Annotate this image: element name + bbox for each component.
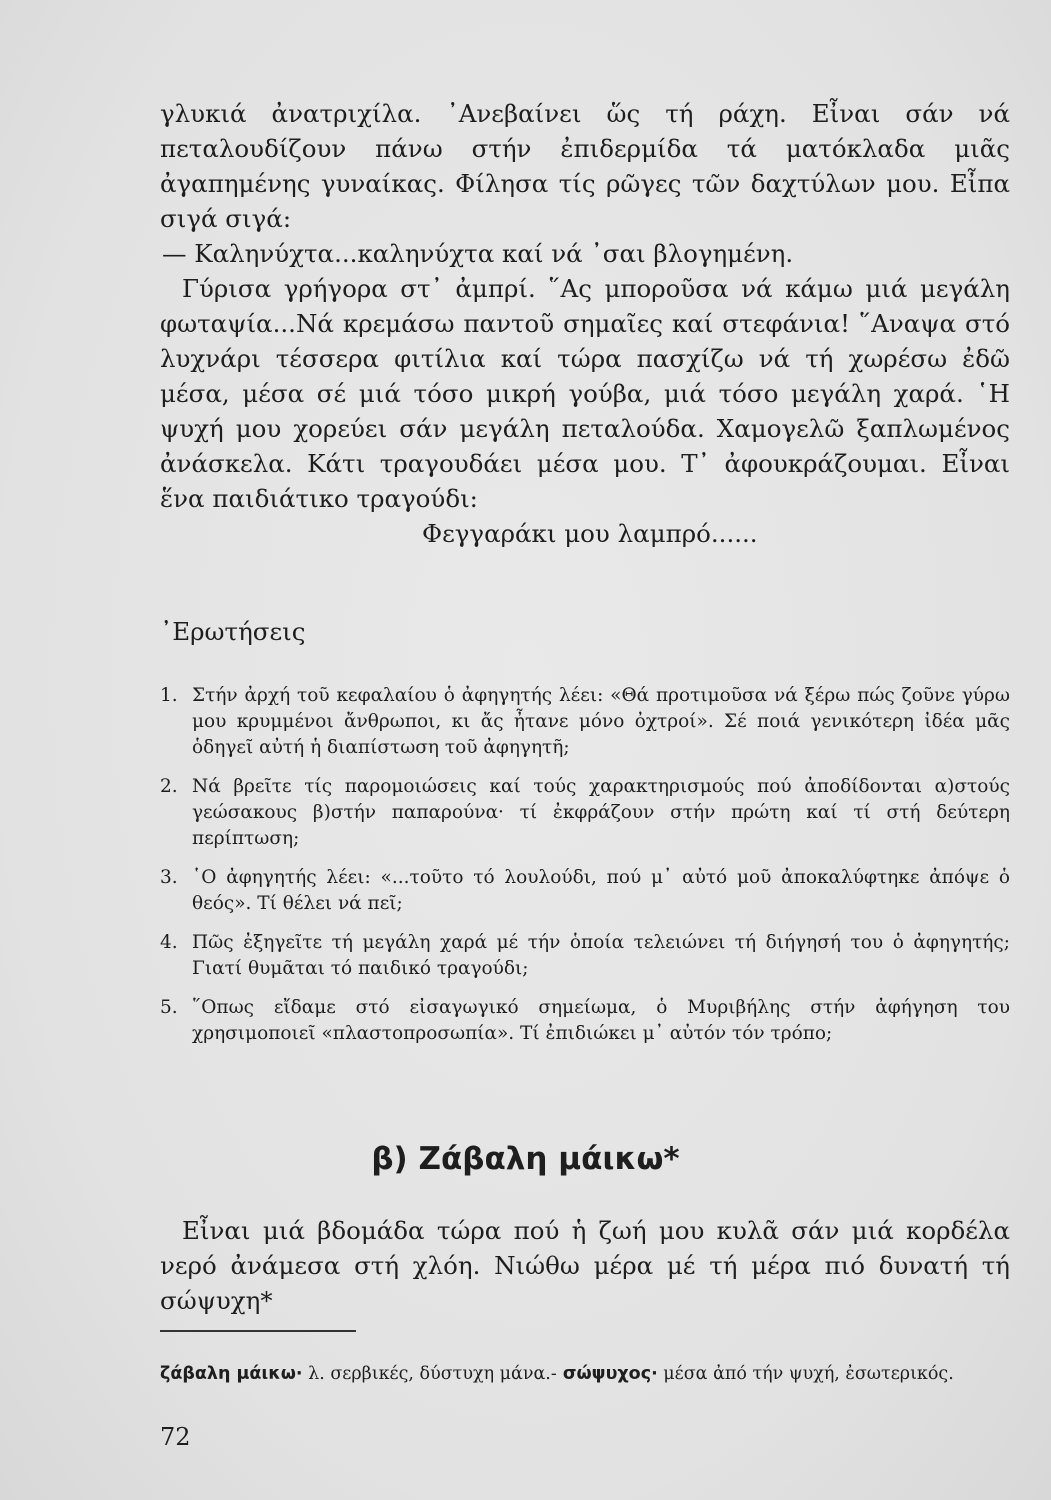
- question-item: [160, 865, 1010, 917]
- story-paragraph: Εἶναι μιά βδομάδα τώρα πού ἡ ζωή μου κυλᾶ σάν μιά κορδέλα νερό ἀνάμεσα στή χλόη. Νιώθω μέρα μέ τή μέρα πιό δυνατή τή σώψυχη*: [160, 1216, 1010, 1315]
- question-text: Νά βρεῖτε τίς παρομοιώσεις καί τούς χαρακτηρισμούς πού ἀποδίδονται α)στούς γεώσακους β)στήν παπαρούνα· τί ἐκφράζουν στήν πρώτη καί τί στή δεύτερη περίπτωση;: [192, 776, 1010, 849]
- question-number: 2.: [160, 776, 178, 797]
- song-line: Φεγγαράκι μου λαμπρό......: [422, 519, 758, 548]
- footnote-term-2: σώψυχος·: [556, 1364, 658, 1384]
- footnote-definition-2: μέσα ἀπό τήν ψυχή, ἐσωτερικός.: [657, 1364, 954, 1384]
- question-number: 3.: [160, 867, 178, 888]
- question-text: ῾Ο ἀφηγητής λέει: «...τοῦτο τό λουλούδι, πού μ᾿ αὐτό μοῦ ἀποκαλύφτηκε ἀπόψε ὁ θεός». Τί θέλει νά πεῖ;: [192, 867, 1010, 914]
- question-number: 4.: [160, 932, 178, 953]
- footnote-definition-1: λ. σερβικές, δύστυχη μάνα.-: [302, 1364, 557, 1384]
- dialogue-line: — Καληνύχτα...καληνύχτα καί νά ᾿σαι βλογημένη.: [162, 239, 794, 268]
- question-item: [160, 995, 1010, 1047]
- paragraph-2: Γύρισα γρήγορα στ᾿ ἀμπρί. ῞Ας μποροῦσα νά κάμω μιά μεγάλη φωταψία...Νά κρεμάσω παντοῦ σημαῖες καί στεφάνια! ῞Αναψα στό λυχνάρι τέσσερα φιτίλια καί τώρα πασχίζω νά τή χωρέσω ἐδῶ μέσα, μέσα σέ μιά τόσο μικρή γούβα, μιά τόσο μεγάλη χαρά. ῾Η ψυχή μου χορεύει σάν μεγάλη πεταλούδα. Χαμογελῶ ξαπλωμένος ἀνάσκελα. Κάτι τραγουδάει μέσα μου. Τ᾿ ἀφουκράζουμαι. Εἶναι ἕνα παιδιάτικο τραγούδι:: [160, 274, 1010, 513]
- question-text: ῞Οπως εἴδαμε στό εἰσαγωγικό σημείωμα, ὁ Μυριβήλης στήν ἀφήγηση του χρησιμοποιεῖ «πλαστοπροσωπία». Τί ἐπιδιώκει μ᾿ αὐτόν τόν τρόπο;: [192, 997, 1010, 1044]
- question-item: [160, 683, 1010, 761]
- questions-list: [160, 683, 1010, 1060]
- question-number: 1.: [160, 685, 178, 706]
- question-text: Πῶς ἐξηγεῖτε τή μεγάλη χαρά μέ τήν ὁποία τελειώνει τή διήγησή του ὁ ἀφηγητής; Γιατί θυμᾶται τό παιδικό τραγούδι;: [192, 932, 1010, 979]
- footnote-divider: [160, 1330, 356, 1332]
- footnote-term-1: ζάβαλη μάικω·: [160, 1364, 303, 1384]
- question-item: [160, 930, 1010, 982]
- questions-heading: ᾿Ερωτήσεις: [160, 617, 306, 646]
- question-item: [160, 774, 1010, 852]
- page-number: 72: [160, 1423, 191, 1451]
- question-number: 5.: [160, 997, 178, 1018]
- story-title: β) Ζάβαλη μάικω*: [371, 1141, 680, 1177]
- paragraph-1: γλυκιά ἀνατριχίλα. ᾿Ανεβαίνει ὥς τή ράχη. Εἶναι σάν νά πεταλουδίζουν πάνω στήν ἐπιδερμίδα τά ματόκλαδα μιᾶς ἀγαπημένης γυναίκας. Φίλησα τίς ρῶγες τῶν δαχτύλων μου. Εἶπα σιγά σιγά:: [160, 99, 1010, 233]
- footnote: [160, 1362, 1010, 1386]
- question-text: Στήν ἀρχή τοῦ κεφαλαίου ὁ ἀφηγητής λέει: «Θά προτιμοῦσα νά ξέρω πώς ζοῦνε γύρω μου κρυμμένοι ἄνθρωποι, κι ἄς ἦτανε μόνο ὀχτροί». Σέ ποιά γενικότερη ἰδέα μᾶς ὁδηγεῖ αὐτή ἡ διαπίστωση τοῦ ἀφηγητῆ;: [192, 685, 1010, 758]
- narrative-text: [160, 96, 1010, 551]
